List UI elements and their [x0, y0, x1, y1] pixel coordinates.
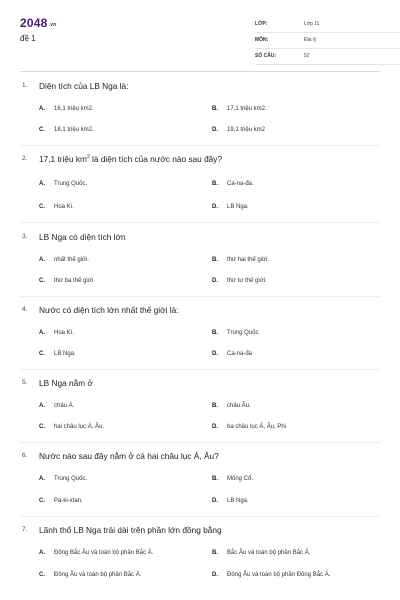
option-text: Đông Âu và toàn bộ phần Đông Bắc Á.: [227, 572, 331, 578]
option-letter: C.: [39, 572, 45, 578]
option-letter: A.: [39, 181, 45, 187]
option-b[interactable]: [212, 257, 269, 263]
option-c[interactable]: [39, 351, 76, 357]
option-letter: B.: [212, 106, 218, 112]
question-number: 6.: [22, 452, 28, 459]
question-separator: [20, 296, 380, 297]
option-letter: A.: [39, 476, 45, 482]
option-text: LB Nga.: [54, 351, 76, 357]
question-number: 7.: [22, 526, 28, 533]
option-c[interactable]: [39, 572, 141, 578]
option-d[interactable]: [212, 351, 252, 357]
option-text: Đông Bắc Âu và toàn bộ phần Bắc Á.: [54, 550, 154, 556]
option-letter: B.: [212, 550, 218, 556]
option-letter: B.: [212, 257, 218, 263]
option-c[interactable]: [39, 278, 93, 284]
info-label: MÔN:: [255, 37, 269, 43]
option-letter: C.: [39, 278, 45, 284]
option-text: Hoa Kì.: [54, 204, 75, 210]
info-row-class: [255, 18, 400, 33]
option-text: 19,1 triệu km2: [227, 127, 266, 133]
option-b[interactable]: [212, 181, 254, 187]
option-letter: A.: [39, 257, 45, 263]
option-text: châu Âu.: [227, 403, 251, 409]
option-text: Trung Quốc.: [54, 476, 88, 482]
option-text: 16,1 triệu km2.: [54, 106, 94, 112]
option-letter: B.: [212, 181, 218, 187]
option-text: Hoa Kì.: [54, 330, 75, 336]
option-letter: C.: [39, 498, 45, 504]
option-text: LB Nga.: [227, 204, 249, 210]
option-text: Trung Quốc: [227, 330, 259, 336]
option-text: Mông Cổ.: [227, 476, 254, 482]
option-text: 17,1 triệu km2.: [227, 106, 267, 112]
option-a[interactable]: [39, 403, 74, 409]
option-a[interactable]: [39, 550, 153, 556]
option-text: Pa-ki-xtan.: [54, 498, 83, 504]
option-text: Trung Quốc.: [54, 181, 88, 187]
question-text-pre: 17,1 triệu km: [39, 154, 87, 164]
option-a[interactable]: [39, 330, 74, 336]
question-number: 2.: [22, 155, 28, 162]
option-d[interactable]: [212, 127, 265, 133]
option-text: hai châu lục Á, Âu.: [54, 424, 105, 430]
option-a[interactable]: [39, 257, 89, 263]
option-letter: D.: [212, 204, 218, 210]
option-text: nhất thế giới.: [54, 257, 89, 263]
option-c[interactable]: [39, 424, 104, 430]
option-letter: D.: [212, 278, 218, 284]
logo-text: 2048: [20, 16, 48, 30]
option-d[interactable]: [212, 498, 249, 504]
info-row-count: [255, 50, 400, 65]
question-number: 4.: [22, 306, 28, 313]
option-letter: A.: [39, 550, 45, 556]
question-text: Diện tích của LB Nga là:: [39, 81, 129, 91]
option-letter: D.: [212, 351, 218, 357]
option-text: thứ tư thế giới.: [227, 278, 267, 284]
question-text: [39, 154, 222, 164]
info-value: 52: [304, 53, 310, 59]
question-text: Nước có diện tích lớn nhất thế giới là:: [39, 305, 179, 315]
header-divider: [20, 71, 380, 72]
question-text: LB Nga nằm ở: [39, 378, 93, 388]
option-letter: B.: [212, 476, 218, 482]
info-label: SỐ CÂU:: [255, 53, 277, 59]
option-letter: A.: [39, 403, 45, 409]
question-text-sup: 2: [86, 154, 90, 161]
option-text: Ca-na-đa: [227, 351, 253, 357]
exam-title: đề 1: [20, 34, 36, 43]
info-row-subject: [255, 34, 400, 49]
option-b[interactable]: [212, 106, 267, 112]
option-d[interactable]: [212, 424, 286, 430]
option-a[interactable]: [39, 476, 87, 482]
question-number: 5.: [22, 379, 28, 386]
question-number: 3.: [22, 233, 28, 240]
option-letter: C.: [39, 127, 45, 133]
option-letter: A.: [39, 330, 45, 336]
question-separator: [20, 516, 380, 517]
question-separator: [20, 369, 380, 370]
option-text: Ca-na-đa.: [227, 181, 254, 187]
info-label: LỚP:: [255, 21, 268, 27]
option-text: Bắc Âu và toàn bộ phần Bắc Á.: [227, 550, 311, 556]
option-text: LB Nga.: [227, 498, 249, 504]
option-a[interactable]: [39, 181, 87, 187]
option-b[interactable]: [212, 476, 253, 482]
option-d[interactable]: [212, 278, 267, 284]
question-separator: [20, 222, 380, 223]
question-text-post: là diện tích của nước nào sau đây?: [89, 154, 223, 164]
option-letter: C.: [39, 424, 45, 430]
logo-suffix: .vn: [48, 22, 57, 28]
option-letter: B.: [212, 330, 218, 336]
option-letter: A.: [39, 106, 45, 112]
option-letter: C.: [39, 204, 45, 210]
option-letter: D.: [212, 424, 218, 430]
option-text: châu Á.: [54, 403, 75, 409]
option-letter: D.: [212, 127, 218, 133]
option-d[interactable]: [212, 204, 249, 210]
question-text: Nước nào sau đây nằm ở cả hai châu lục Á, Âu?: [39, 451, 219, 461]
option-b[interactable]: [212, 550, 310, 556]
option-text: thứ ba thế giới: [54, 278, 93, 284]
option-text: 18,1 triệu km2.: [54, 127, 94, 133]
site-logo[interactable]: [20, 16, 56, 30]
option-c[interactable]: [39, 498, 83, 504]
question-number: 1.: [22, 82, 28, 89]
question-separator: [20, 145, 380, 146]
info-value: Lớp 11: [304, 21, 320, 27]
question-text: LB Nga có diện tích lớn: [39, 232, 126, 242]
option-letter: B.: [212, 403, 218, 409]
option-text: Đông Âu và toàn bộ phần Bắc Á.: [54, 572, 142, 578]
option-d[interactable]: [212, 572, 330, 578]
option-c[interactable]: [39, 204, 74, 210]
option-c[interactable]: [39, 127, 94, 133]
option-letter: D.: [212, 498, 218, 504]
option-text: ba châu lục Á, Âu, Phi: [227, 424, 287, 430]
option-letter: C.: [39, 351, 45, 357]
question-separator: [20, 442, 380, 443]
info-value: Địa lý: [304, 37, 317, 43]
option-letter: D.: [212, 572, 218, 578]
question-text: Lãnh thổ LB Nga trải dài trên phần lớn đồng bằng: [39, 525, 222, 535]
option-b[interactable]: [212, 403, 251, 409]
option-a[interactable]: [39, 106, 94, 112]
option-b[interactable]: [212, 330, 258, 336]
header: [20, 14, 380, 64]
exam-info: [255, 18, 400, 66]
option-text: thứ hai thế giới.: [227, 257, 269, 263]
